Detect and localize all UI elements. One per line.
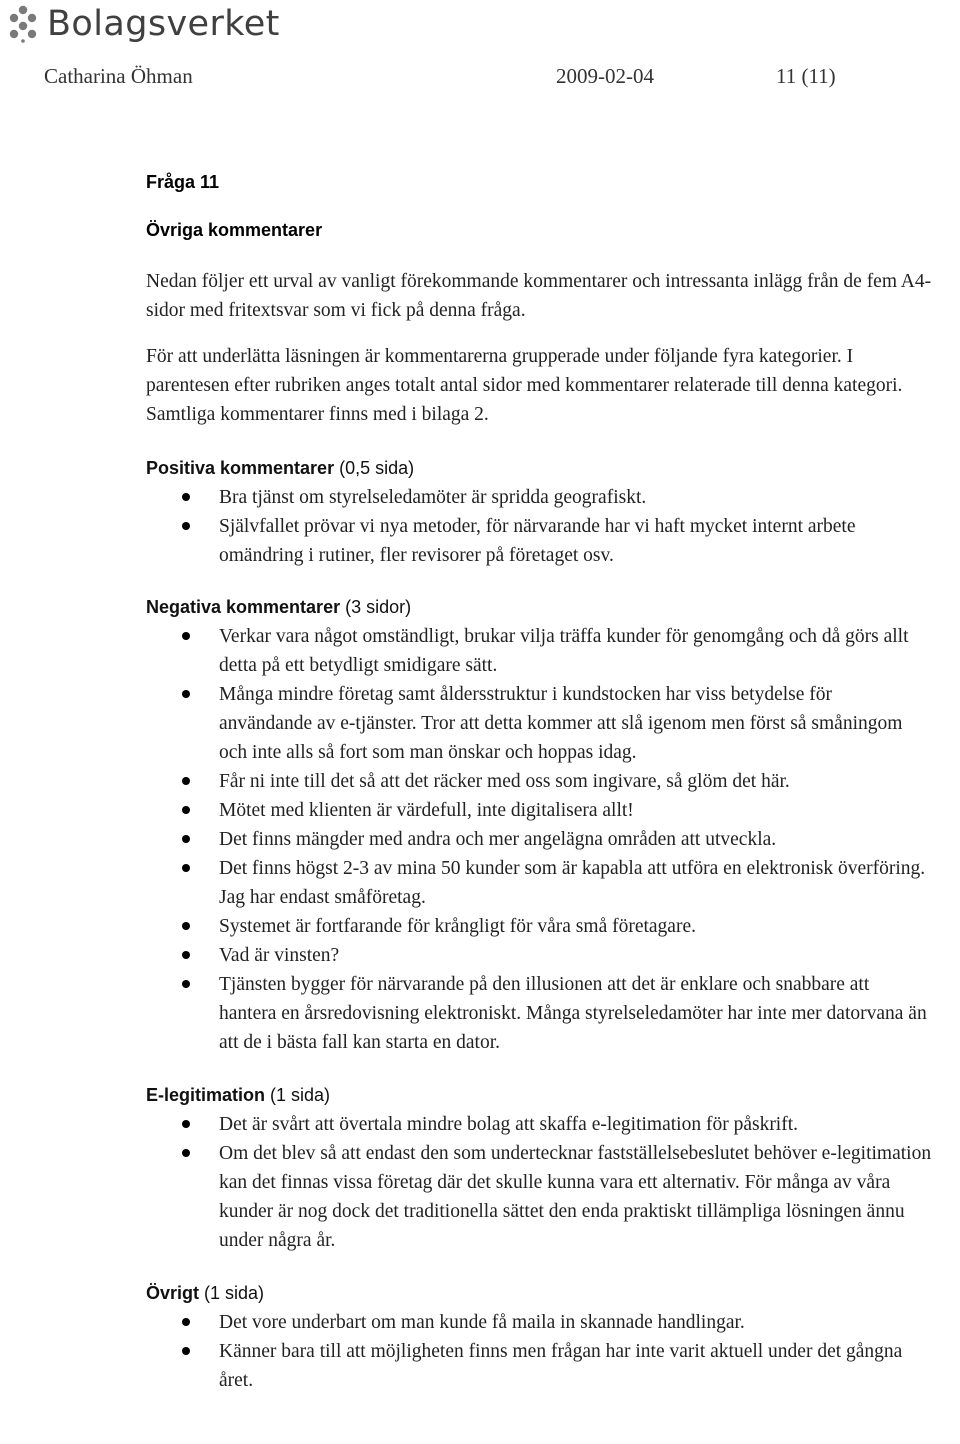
document-body — [146, 168, 936, 1395]
list-item: Det finns mängder med andra och mer angelägna områden att utveckla. — [146, 825, 936, 854]
list-item: Känner bara till att möjligheten finns men frågan har inte varit aktuell under det gångna året. — [146, 1337, 936, 1395]
list-item: Många mindre företag samt åldersstruktur i kundstocken har viss betydelse för användande av e-tjänster. Tror att detta kommer att slå igenom men först så småningom och inte alls så fort som man önskar och hoppas idag. — [146, 680, 936, 767]
list-item: Systemet är fortfarande för krångligt för våra små företagare. — [146, 912, 936, 941]
section-count: (1 sida) — [204, 1283, 265, 1303]
section-heading-ovrigt — [146, 1279, 936, 1308]
list-item: Det finns högst 2-3 av mina 50 kunder som är kapabla att utföra en elektronisk överföring. Jag har endast småföretag. — [146, 854, 936, 912]
section-count: (0,5 sida) — [339, 458, 415, 478]
list-item: Det är svårt att övertala mindre bolag att skaffa e-legitimation för påskrift. — [146, 1110, 936, 1139]
intro-paragraph: Nedan följer ett urval av vanligt förekommande kommentarer och intressanta inlägg från de fem A4-sidor med fritextsvar som vi fick på denna fråga. — [146, 271, 932, 321]
list-item: Mötet med klienten är värdefull, inte digitalisera allt! — [146, 796, 936, 825]
section-title: Positiva kommentarer — [146, 458, 335, 478]
bullet-list-positiva — [146, 483, 936, 570]
header-date: 2009-02-04 — [556, 64, 654, 88]
bullet-list-ovrigt — [146, 1308, 936, 1395]
list-item: Bra tjänst om styrelseledamöter är spridda geografiskt. — [146, 483, 936, 512]
bolagsverket-logo — [4, 4, 280, 44]
question-subtitle: Övriga kommentarer — [146, 220, 323, 240]
header-page-number: 11 (11) — [776, 64, 836, 88]
question-title: Fråga 11 — [146, 172, 220, 192]
section-heading-elegitimation — [146, 1081, 936, 1110]
list-item: Det vore underbart om man kunde få maila in skannade handlingar. — [146, 1308, 936, 1337]
bullet-list-negativa — [146, 622, 936, 1057]
logo-dots-icon — [4, 5, 42, 43]
section-title: E-legitimation — [146, 1085, 266, 1105]
section-count: (3 sidor) — [345, 597, 412, 617]
intro-paragraph: För att underlätta läsningen är kommentarerna grupperade under följande fyra kategorier. I parentesen efter rubriken anges totalt antal sidor med kommentarer relaterade till denna kategori. Samtliga kommentarer finns med i bilaga 2. — [146, 346, 903, 425]
list-item: Verkar vara något omständligt, brukar vilja träffa kunder för genomgång och då görs allt detta på ett betydligt smidigare sätt. — [146, 622, 936, 680]
list-item: Tjänsten bygger för närvarande på den illusionen att det är enklare och snabbare att hantera en årsredovisning elektroniskt. Många styrelseledamöter har inte mer datorvana än att de i bästa fall kan starta en dator. — [146, 970, 936, 1057]
section-heading-positiva — [146, 454, 936, 483]
header-author: Catharina Öhman — [44, 64, 193, 88]
section-heading-negativa — [146, 593, 936, 622]
logo-text: Bolagsverket — [47, 3, 280, 44]
list-item: Får ni inte till det så att det räcker med oss som ingivare, så glöm det här. — [146, 767, 936, 796]
section-title: Negativa kommentarer — [146, 597, 341, 617]
list-item: Om det blev så att endast den som undertecknar fastställelsebeslutet behöver e-legitimation kan det finnas vissa företag där det skulle kunna vara ett alternativ. För många av våra kunder är nog dock det traditionella sättet den enda praktiskt tillämpliga lösningen ännu under några år. — [146, 1139, 936, 1255]
section-title: Övrigt — [146, 1283, 200, 1303]
list-item: Vad är vinsten? — [146, 941, 936, 970]
section-count: (1 sida) — [270, 1085, 331, 1105]
list-item: Självfallet prövar vi nya metoder, för närvarande har vi haft mycket internt arbete omändring i rutiner, fler revisorer på företaget osv. — [146, 512, 936, 570]
bullet-list-elegitimation — [146, 1110, 936, 1255]
